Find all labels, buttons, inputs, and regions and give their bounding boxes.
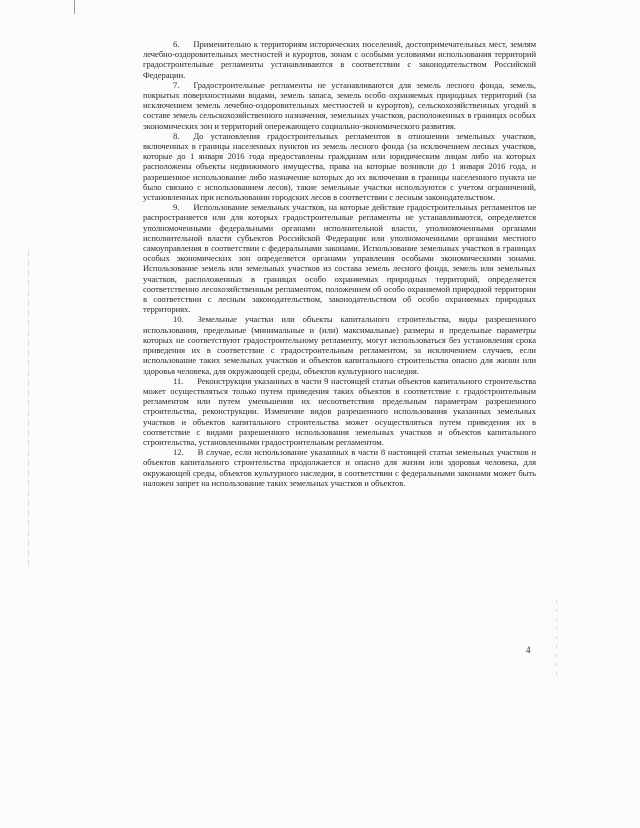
paragraph-number: 12. [173,447,184,458]
paragraph-12 [143,447,536,488]
paragraph-text: Земельные участки или объекты капитального строительства, виды разрешенного использования, предельные (минимальные и (или) максимальные) размеры и предельные параметры которых не соответствуют градостроительному регламенту, могут использоваться без установления срока приведения их в соответствие с градостроительным регламентом, за исключением случаев, если использование таких земельных участков и объектов капитального строительства опасно для жизни или здоровья человека, для окружающей среды, объектов культурного наследия. [143,314,536,376]
scan-artifact-top [74,0,75,14]
paragraph-number: 6. [173,39,180,49]
page-number: 4 [526,645,531,655]
paragraph-text: Использование земельных участков, на которые действие градостроительных регламентов не распространяется или для которых градостроительные регламенты не устанавливаются, определяется уполномоченными федеральными органами исполнительной власти, уполномоченными органами исполнительной власти субъектов Российской Федерации или уполномоченными органами местного самоуправления в соответствии с федеральными законами. Использование земельных участков в границах особых экономических зон определяется органами управления особыми экономическими зонами. Использование земель или земельных участков из состава земель лесного фонда, земель или земельных участков, расположенных в границах особо охраняемых природных территорий, определяется соответственно лесохозяйственным регламентом, положением об особо охраняемой природной территории в соответствии с лесным законодательством, законодательством об особо охраняемых природных территориях. [143,202,536,315]
paragraph-number: 7. [173,79,180,90]
document-body [143,39,536,488]
paragraph-6 [143,39,536,80]
paragraph-number: 8. [173,130,180,141]
paragraph-11 [143,376,536,447]
paragraph-text: До установления градостроительных регламентов в отношении земельных участков, включенных в границы населенных пунктов из земель лесного фонда (за исключением лесных участков, которые до 1 января 2016 года предоставлены гражданам или юридическим лицам либо на которых расположены объекты недвижимого имущества, права на которые возникли до 1 января 2016 года, и разрешенное использование либо назначение которых до их включения в границы населенного пункта не было связано с использованием лесов), такие земельные участки используются с учетом ограничений, установленных при использовании городских лесов в соответствии с лесным законодательством. [143,130,536,203]
paragraph-number: 11. [173,375,184,386]
paragraph-9 [143,202,536,314]
scan-artifact-left [28,250,29,570]
paragraph-number: 9. [173,202,180,213]
paragraph-8 [143,131,536,202]
paragraph-text: Применительно к территориям исторических поселений, достопримечательных мест, землям лечебно-оздоровительных местностей и курортов, зонам с особыми условиями использования территорий градостроительные регламенты устанавливаются в соответствии с законодательством Российской Федерации. [143,39,536,80]
paragraph-text: Градостроительные регламенты не устанавливаются для земель лесного фонда, земель, покрытых поверхностными водами, земель запаса, земель особо охраняемых природных территорий (за исключением земель лечебно-оздоровительных местностей и курортов), сельскохозяйственных угодий в составе земель сельскохозяйственного назначения, земельных участков, расположенных в границах особых экономических зон и территорий опережающего социально-экономического развития. [143,79,536,131]
paragraph-text: Реконструкция указанных в части 9 настоящей статьи объектов капитального строительства может осуществляться только путем приведения таких объектов в соответствие с градостроительным регламентом или путем уменьшения их несоответствия предельным параметрам разрешенного строительства, реконструкции. Изменение видов разрешенного использования указанных земельных участков и объектов капитального строительства может осуществляться путем приведения их в соответствие с видами разрешенного использования земельных участков и объектов капитального строительства, установленными градостроительным регламентом. [143,375,536,447]
paragraph-10 [143,314,536,375]
paragraph-7 [143,80,536,131]
scan-artifact-right [556,600,557,680]
paragraph-text: В случае, если использование указанных в части 8 настоящей статьи земельных участков и объектов капитального строительства продолжается и опасно для жизни или здоровья человека, для окружающей среды, объектов культурного наследия, в соответствии с федеральными законами может быть наложен запрет на использование таких земельных участков и объектов. [143,447,536,488]
paragraph-number: 10. [173,314,184,325]
